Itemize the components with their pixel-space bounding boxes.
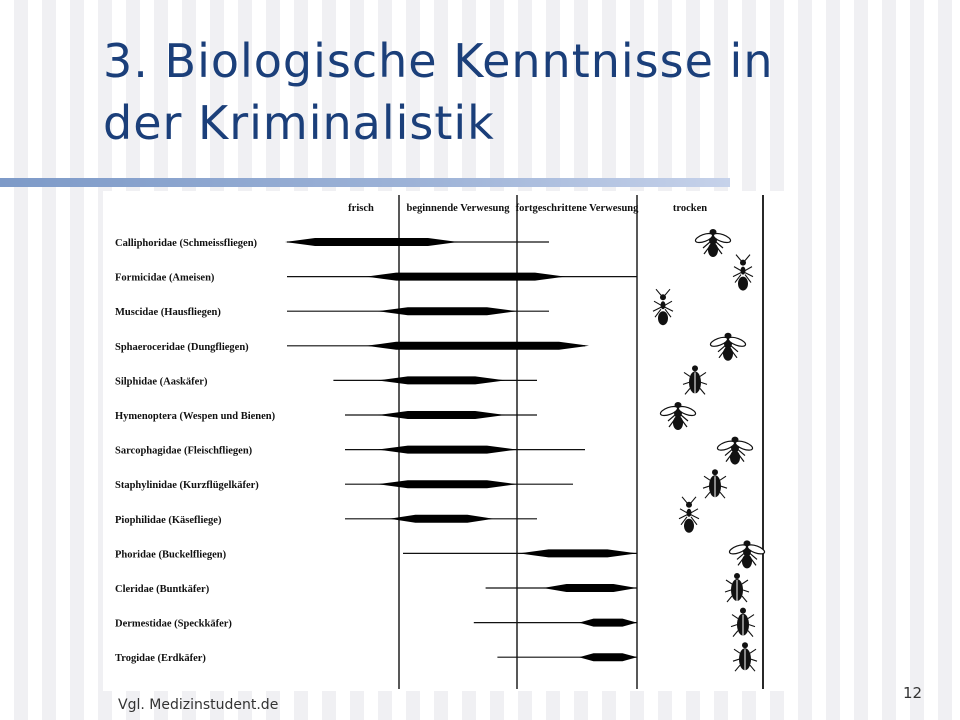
beetle-icon xyxy=(703,469,727,498)
stage-header-1: beginnende Verwesung xyxy=(406,203,510,214)
succession-chart-svg xyxy=(103,191,789,691)
row-label-6: Sarcophagidae (Fleischfliegen) xyxy=(115,445,253,457)
insect-succession-chart xyxy=(103,191,789,691)
abundance-bar-8 xyxy=(389,515,493,523)
source-note: Vgl. Medizinstudent.de xyxy=(118,697,279,713)
ant-icon xyxy=(733,255,753,291)
slide-title xyxy=(103,30,943,154)
abundance-bar-1 xyxy=(366,273,565,281)
row-label-10: Cleridae (Buntkäfer) xyxy=(115,584,210,595)
fly-icon xyxy=(709,333,746,361)
beetle-icon xyxy=(683,365,707,394)
fly-icon xyxy=(694,229,731,257)
row-label-12: Trogidae (Erdkäfer) xyxy=(115,653,206,665)
slide-title-line-2: der Kriminalistik xyxy=(103,96,495,150)
row-label-11: Dermestidae (Speckkäfer) xyxy=(115,618,232,630)
abundance-bar-5 xyxy=(378,411,505,419)
row-label-3: Sphaeroceridae (Dungfliegen) xyxy=(115,341,249,353)
abundance-bar-0 xyxy=(285,238,458,246)
row-label-1: Formicidae (Ameisen) xyxy=(115,272,215,284)
row-label-2: Muscidae (Hausfliegen) xyxy=(115,307,221,319)
row-label-5: Hymenoptera (Wespen und Bienen) xyxy=(115,411,276,422)
abundance-bar-11 xyxy=(579,619,637,627)
abundance-bar-9 xyxy=(519,549,637,557)
stage-header-0: frisch xyxy=(348,203,374,214)
abundance-bar-12 xyxy=(579,653,637,661)
beetle-icon xyxy=(731,608,755,637)
ant-icon xyxy=(679,497,699,533)
page-number: 12 xyxy=(903,684,923,702)
stage-header-2: fortgeschrittene Verwesung xyxy=(515,203,639,214)
slide-title-line-1: 3. Biologische Kenntnisse in xyxy=(103,34,774,88)
row-label-4: Silphidae (Aaskäfer) xyxy=(115,376,208,388)
fly-icon xyxy=(728,540,765,568)
stage-header-3: trocken xyxy=(672,203,708,214)
row-label-8: Piophilidae (Käsefliege) xyxy=(115,514,222,526)
row-label-0: Calliphoridae (Schmeissfliegen) xyxy=(115,238,258,249)
title-underline-rule xyxy=(0,178,730,187)
row-label-7: Staphylinidae (Kurzflügelkäfer) xyxy=(115,480,259,492)
beetle-icon xyxy=(733,642,757,671)
beetle-icon xyxy=(725,573,749,602)
row-label-9: Phoridae (Buckelfliegen) xyxy=(115,549,227,561)
wasp-icon xyxy=(659,402,696,430)
ant-icon xyxy=(653,289,673,325)
abundance-bar-3 xyxy=(366,342,589,350)
fly-icon xyxy=(716,437,753,465)
abundance-bar-4 xyxy=(378,376,505,384)
abundance-bar-10 xyxy=(543,584,637,592)
